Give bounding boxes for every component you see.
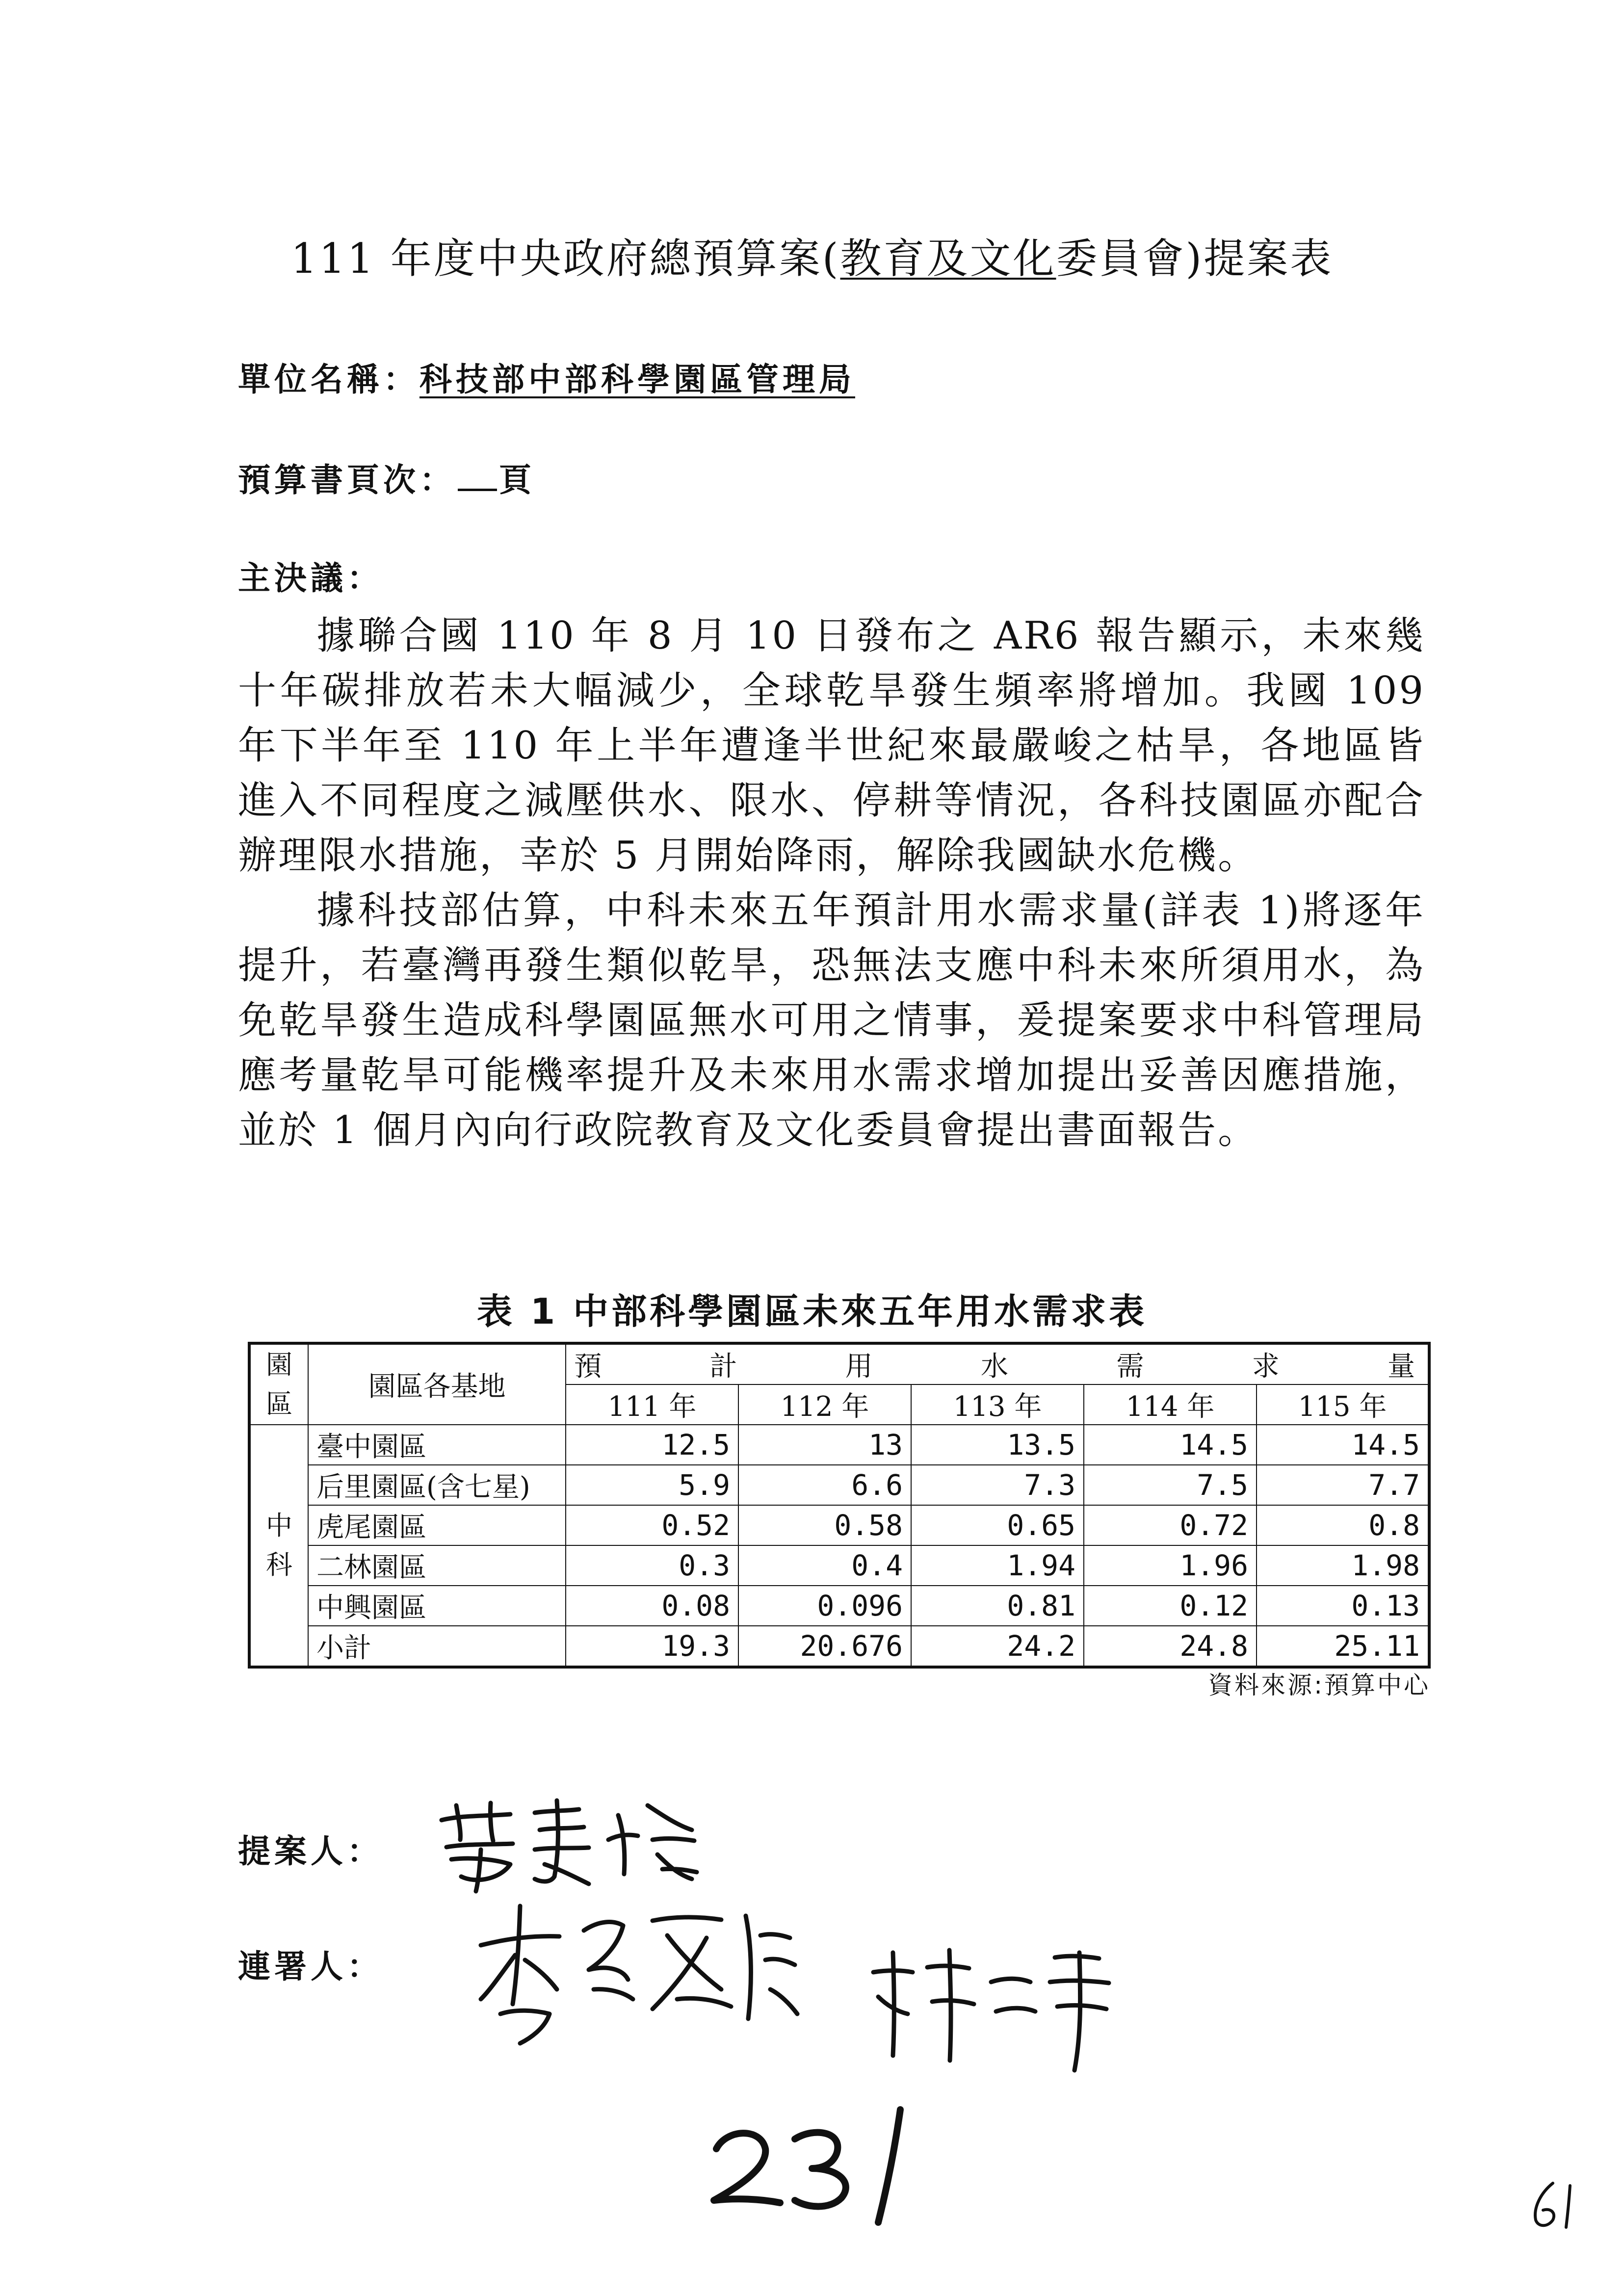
year-header: 111 年 <box>566 1384 738 1425</box>
cell-value: 7.7 <box>1257 1465 1429 1505</box>
budget-page-label: 預算書頁次： <box>238 461 456 499</box>
row-name: 中興園區 <box>308 1586 566 1626</box>
year-header: 114 年 <box>1084 1384 1257 1425</box>
group-label: 中 科 <box>249 1425 308 1667</box>
handwritten-number <box>707 2105 932 2227</box>
cell-value: 14.5 <box>1257 1425 1429 1465</box>
cell-value: 1.98 <box>1257 1545 1429 1586</box>
cell-value: 0.65 <box>911 1505 1084 1545</box>
unit-row <box>238 353 855 400</box>
row-name: 二林園區 <box>308 1545 566 1586</box>
cell-value: 0.13 <box>1257 1586 1429 1626</box>
table-source: 資料來源:預算中心 <box>1208 1671 1430 1699</box>
proposer-signature <box>432 1786 707 1899</box>
budget-page-suffix: 頁 <box>499 461 535 499</box>
table-header-row <box>249 1343 1429 1384</box>
cell-value: 13 <box>738 1425 911 1465</box>
cell-value: 1.96 <box>1084 1545 1257 1586</box>
budget-page-row <box>238 454 535 500</box>
row-name: 臺中園區 <box>308 1425 566 1465</box>
header-area: 園 區 <box>249 1343 308 1425</box>
row-name: 虎尾園區 <box>308 1505 566 1545</box>
cell-value: 20.676 <box>738 1626 911 1667</box>
row-name: 后里園區(含七星) <box>308 1465 566 1505</box>
cell-value: 25.11 <box>1257 1626 1429 1667</box>
cell-value: 0.52 <box>566 1505 738 1545</box>
row-name: 小計 <box>308 1626 566 1667</box>
cell-value: 6.6 <box>738 1465 911 1505</box>
cell-value: 24.8 <box>1084 1626 1257 1667</box>
header-base: 園區各基地 <box>308 1343 566 1425</box>
unit-value: 科技部中部科學園區管理局 <box>419 361 855 398</box>
title-suffix: 委員會)提案表 <box>1056 235 1334 283</box>
cell-value: 7.5 <box>1084 1465 1257 1505</box>
cell-value: 0.4 <box>738 1545 911 1586</box>
unit-label: 單位名稱： <box>238 361 419 398</box>
document-title <box>0 226 1624 285</box>
cell-value: 12.5 <box>566 1425 738 1465</box>
year-header: 112 年 <box>738 1384 911 1425</box>
cell-value: 0.08 <box>566 1586 738 1626</box>
resolution-paragraph-2: 據科技部估算，中科未來五年預計用水需求量(詳表 1)將逐年提升，若臺灣再發生類似乾旱，恐無法支應中科未來所須用水，為免乾旱發生造成科學園區無水可用之情事，爰提案要求中科管理局應考量乾旱可能機率提升及未來用水需求增加提出妥善因應措施，並於 1 個月內向行政院教育及文化委員會提出書面報告。 <box>238 888 1425 1152</box>
table-row <box>249 1425 1429 1465</box>
page-number <box>1526 2178 1585 2232</box>
cosigner-label: 連署人： <box>238 1948 383 1985</box>
main-resolution-text <box>238 608 1425 1158</box>
proposer-label: 提案人： <box>238 1832 383 1870</box>
cell-value: 7.3 <box>911 1465 1084 1505</box>
table-title: 表 1 中部科學園區未來五年用水需求表 <box>476 1291 1148 1332</box>
cell-value: 0.12 <box>1084 1586 1257 1626</box>
water-demand-table <box>248 1342 1431 1669</box>
title-prefix: 111 年度中央政府總預算案( <box>290 235 840 283</box>
cosigner-signature-1 <box>471 1891 805 2048</box>
table-row <box>249 1505 1429 1545</box>
cell-value: 19.3 <box>566 1626 738 1667</box>
title-committee: 教育及文化 <box>840 235 1056 283</box>
cell-value: 1.94 <box>911 1545 1084 1586</box>
header-group: 預計用水需求量 <box>566 1343 1429 1384</box>
cell-value: 13.5 <box>911 1425 1084 1465</box>
cell-value: 0.72 <box>1084 1505 1257 1545</box>
cell-value: 0.3 <box>566 1545 738 1586</box>
cell-value: 5.9 <box>566 1465 738 1505</box>
cosigner-signature-2 <box>864 1938 1119 2075</box>
year-header: 115 年 <box>1257 1384 1429 1425</box>
year-header: 113 年 <box>911 1384 1084 1425</box>
cell-value: 0.8 <box>1257 1505 1429 1545</box>
cell-value: 24.2 <box>911 1626 1084 1667</box>
table-row <box>249 1545 1429 1586</box>
table-row <box>249 1465 1429 1505</box>
cell-value: 14.5 <box>1084 1425 1257 1465</box>
main-resolution-label: 主決議： <box>238 559 383 597</box>
cell-value: 0.81 <box>911 1586 1084 1626</box>
table-row-subtotal <box>249 1626 1429 1667</box>
budget-page-blank <box>458 463 497 491</box>
cell-value: 0.096 <box>738 1586 911 1626</box>
resolution-paragraph-1: 據聯合國 110 年 8 月 10 日發布之 AR6 報告顯示，未來幾十年碳排放若未大幅減少，全球乾旱發生頻率將增加。我國 109 年下半年至 110 年上半年遭逢半世紀來最嚴峻之枯旱，各地區皆進入不同程度之減壓供水、限水、停耕等情況，各科技園區亦配合辦理限水措施，幸於 5 月開始降雨，解除我國缺水危機。 <box>238 614 1425 878</box>
cell-value: 0.58 <box>738 1505 911 1545</box>
table-row <box>249 1586 1429 1626</box>
